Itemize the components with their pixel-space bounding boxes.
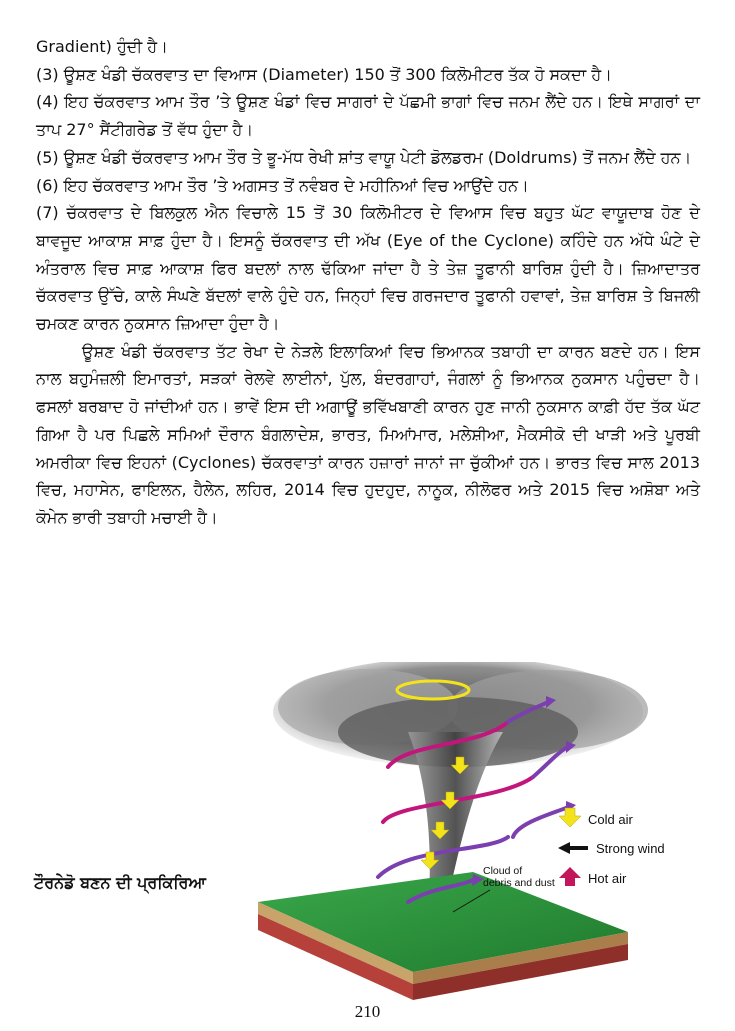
paragraph-gradient-end: Gradient) ਹੁੰਦੀ ਹੈ। xyxy=(36,37,168,56)
annotation-line-2: debris and dust xyxy=(483,877,555,889)
up-arrow-icon xyxy=(559,867,581,886)
legend-hot-air: Hot air xyxy=(588,871,627,886)
body-text xyxy=(36,33,700,532)
tornado-figure xyxy=(258,662,698,1002)
legend xyxy=(558,808,665,886)
paragraph-point-6: (6) ਇਹ ਚੱਕਰਵਾਤ ਆਮ ਤੌਰ ’ਤੇ ਅਗਸਤ ਤੋਂ ਨਵੰਬਰ ਦੇ ਮਹੀਨਿਆਂ ਵਿਚ ਆਉਂਦੇ ਹਨ। xyxy=(36,175,529,195)
ground-block xyxy=(258,872,628,1000)
tornado-diagram xyxy=(258,662,698,1002)
paragraph-point-3: (3) ਊਸ਼ਣ ਖੰਡੀ ਚੱਕਰਵਾਤ ਦਾ ਵਿਆਸ (Diameter) 150 ਤੋਂ 300 ਕਿਲੋਮੀਟਰ ਤੱਕ ਹੋ ਸਕਦਾ ਹੈ। xyxy=(36,64,612,84)
page-number: 210 xyxy=(354,1002,381,1021)
paragraph-point-4: (4) ਇਹ ਚੱਕਰਵਾਤ ਆਮ ਤੌਰ ’ਤੇ ਊਸ਼ਣ ਖੰਡਾਂ ਵਿਚ ਸਾਗਰਾਂ ਦੇ ਪੱਛਮੀ ਭਾਗਾਂ ਵਿਚ ਜਨਮ ਲੈਂਦੇ ਹਨ। ਇਥੇ ਸਾਗਰਾਂ ਦਾ ਤਾਪ 27° ਸੈਂਟੀਗਰੇਡ ਤੋਂ ਵੱਧ ਹੁੰਦਾ ਹੈ। xyxy=(36,92,700,140)
paragraph-point-7: (7) ਚੱਕਰਵਾਤ ਦੇ ਬਿਲਕੁਲ ਐਨ ਵਿਚਾਲੇ 15 ਤੋਂ 30 ਕਿਲੋਮੀਟਰ ਦੇ ਵਿਆਸ ਵਿਚ ਬਹੁਤ ਘੱਟ ਵਾਯੂਦਾਬ ਹੋਣ ਦੇ ਬਾਵਜੂਦ ਆਕਾਸ਼ ਸਾਫ਼ ਹੁੰਦਾ ਹੈ। ਇਸਨੂੰ ਚੱਕਰਵਾਤ ਦੀ ਅੱਖ (Eye of the Cyclone) ਕਹਿੰਦੇ ਹਨ ਅੱਧੇ ਘੰਟੇ ਦੇ ਅੰਤਰਾਲ ਵਿਚ ਸਾਫ਼ ਆਕਾਸ਼ ਫਿਰ ਬਦਲਾਂ ਨਾਲ ਢੱਕਿਆ ਜਾਂਦਾ ਹੈ ਤੇ ਤੇਜ਼ ਤੂਫਾਨੀ ਬਾਰਿਸ਼ ਹੁੰਦੀ ਹੈ। ਜ਼ਿਆਦਾਤਰ ਚੱਕਰਵਾਤ ਉੱਚੇ, ਕਾਲੇ ਸੰਘਣੇ ਬੱਦਲਾਂ ਵਾਲੇ ਹੁੰਦੇ ਹਨ, ਜਿਨ੍ਹਾਂ ਵਿਚ ਗਰਜਦਾਰ ਤੂਫਾਨੀ ਹਵਾਵਾਂ, ਤੇਜ਼ ਬਾਰਿਸ਼ ਤੇ ਬਿਜਲੀ ਚਮਕਣ ਕਾਰਨ ਨੁਕਸਾਨ ਜ਼ਿਆਦਾ ਹੁੰਦਾ ਹੈ। xyxy=(36,203,700,334)
paragraph-point-5: (5) ਊਸ਼ਣ ਖੰਡੀ ਚੱਕਰਵਾਤ ਆਮ ਤੌਰ ਤੇ ਭੂ-ਮੱਧ ਰੇਖੀ ਸ਼ਾਂਤ ਵਾਯੂ ਪੇਟੀ ਡੋਲਡਰਮ (Doldrums) ਤੋਂ ਜਨਮ ਲੈਂਦੇ ਹਨ। xyxy=(36,147,692,167)
paragraph-damage: ਊਸ਼ਣ ਖੰਡੀ ਚੱਕਰਵਾਤ ਤੱਟ ਰੇਖਾ ਦੇ ਨੇੜਲੇ ਇਲਾਕਿਆਂ ਵਿਚ ਭਿਆਨਕ ਤਬਾਹੀ ਦਾ ਕਾਰਨ ਬਣਦੇ ਹਨ। ਇਸ ਨਾਲ ਬਹੁਮੰਜ਼ਲੀ ਇਮਾਰਤਾਂ, ਸੜਕਾਂ ਰੇਲਵੇ ਲਾਈਨਾਂ, ਪੁੱਲ, ਬੰਦਰਗਾਹਾਂ, ਜੰਗਲਾਂ ਨੂੰ ਭਿਆਨਕ ਨੁਕਸਾਨ ਪਹੁੰਚਦਾ ਹੈ। ਫਸਲਾਂ ਬਰਬਾਦ ਹੋ ਜਾਂਦੀਆਂ ਹਨ। ਭਾਵੇਂ ਇਸ ਦੀ ਅਗਾਊਂ ਭਵਿੱਖਬਾਣੀ ਕਾਰਨ ਹੁਣ ਜਾਨੀ ਨੁਕਸਾਨ ਕਾਫ਼ੀ ਹੱਦ ਤੱਕ ਘੱਟ ਗਿਆ ਹੈ ਪਰ ਪਿਛਲੇ ਸਮਿਆਂ ਦੌਰਾਨ ਬੰਗਲਾਦੇਸ਼, ਭਾਰਤ, ਮਿਆਂਮਾਰ, ਮਲੇਸ਼ੀਆ, ਮੈਕਸੀਕੋ ਦੀ ਖਾੜੀ ਅਤੇ ਪੂਰਬੀ ਅਮਰੀਕਾ ਵਿਚ ਇਹਨਾਂ (Cyclones) ਚੱਕਰਵਾਤਾਂ ਕਾਰਨ ਹਜ਼ਾਰਾਂ ਜਾਨਾਂ ਜਾ ਚੁੱਕੀਆਂ ਹਨ। ਭਾਰਤ ਵਿਚ ਸਾਲ 2013 ਵਿਚ, ਮਹਾਸੇਨ, ਫਾਇਲਨ, ਹੈਲੇਨ, ਲਹਿਰ, 2014 ਵਿਚ ਹੁਦਹੁਦ, ਨਾਨੂਕ, ਨੀਲੋਫਰ ਅਤੇ 2015 ਵਿਚ ਅਸ਼ੋਬਾ ਅਤੇ ਕੋਮੇਨ ਭਾਰੀ ਤਬਾਹੀ ਮਚਾਈ ਹੈ। xyxy=(36,341,700,527)
figure-caption: ਟੌਰਨੇਡੋ ਬਣਨ ਦੀ ਪ੍ਰਕਿਰਿਆ xyxy=(34,873,206,892)
annotation-line-1: Cloud of xyxy=(483,865,523,877)
legend-cold-air: Cold air xyxy=(588,812,633,827)
legend-strong-wind: Strong wind xyxy=(596,841,665,856)
left-arrow-icon xyxy=(558,842,588,854)
